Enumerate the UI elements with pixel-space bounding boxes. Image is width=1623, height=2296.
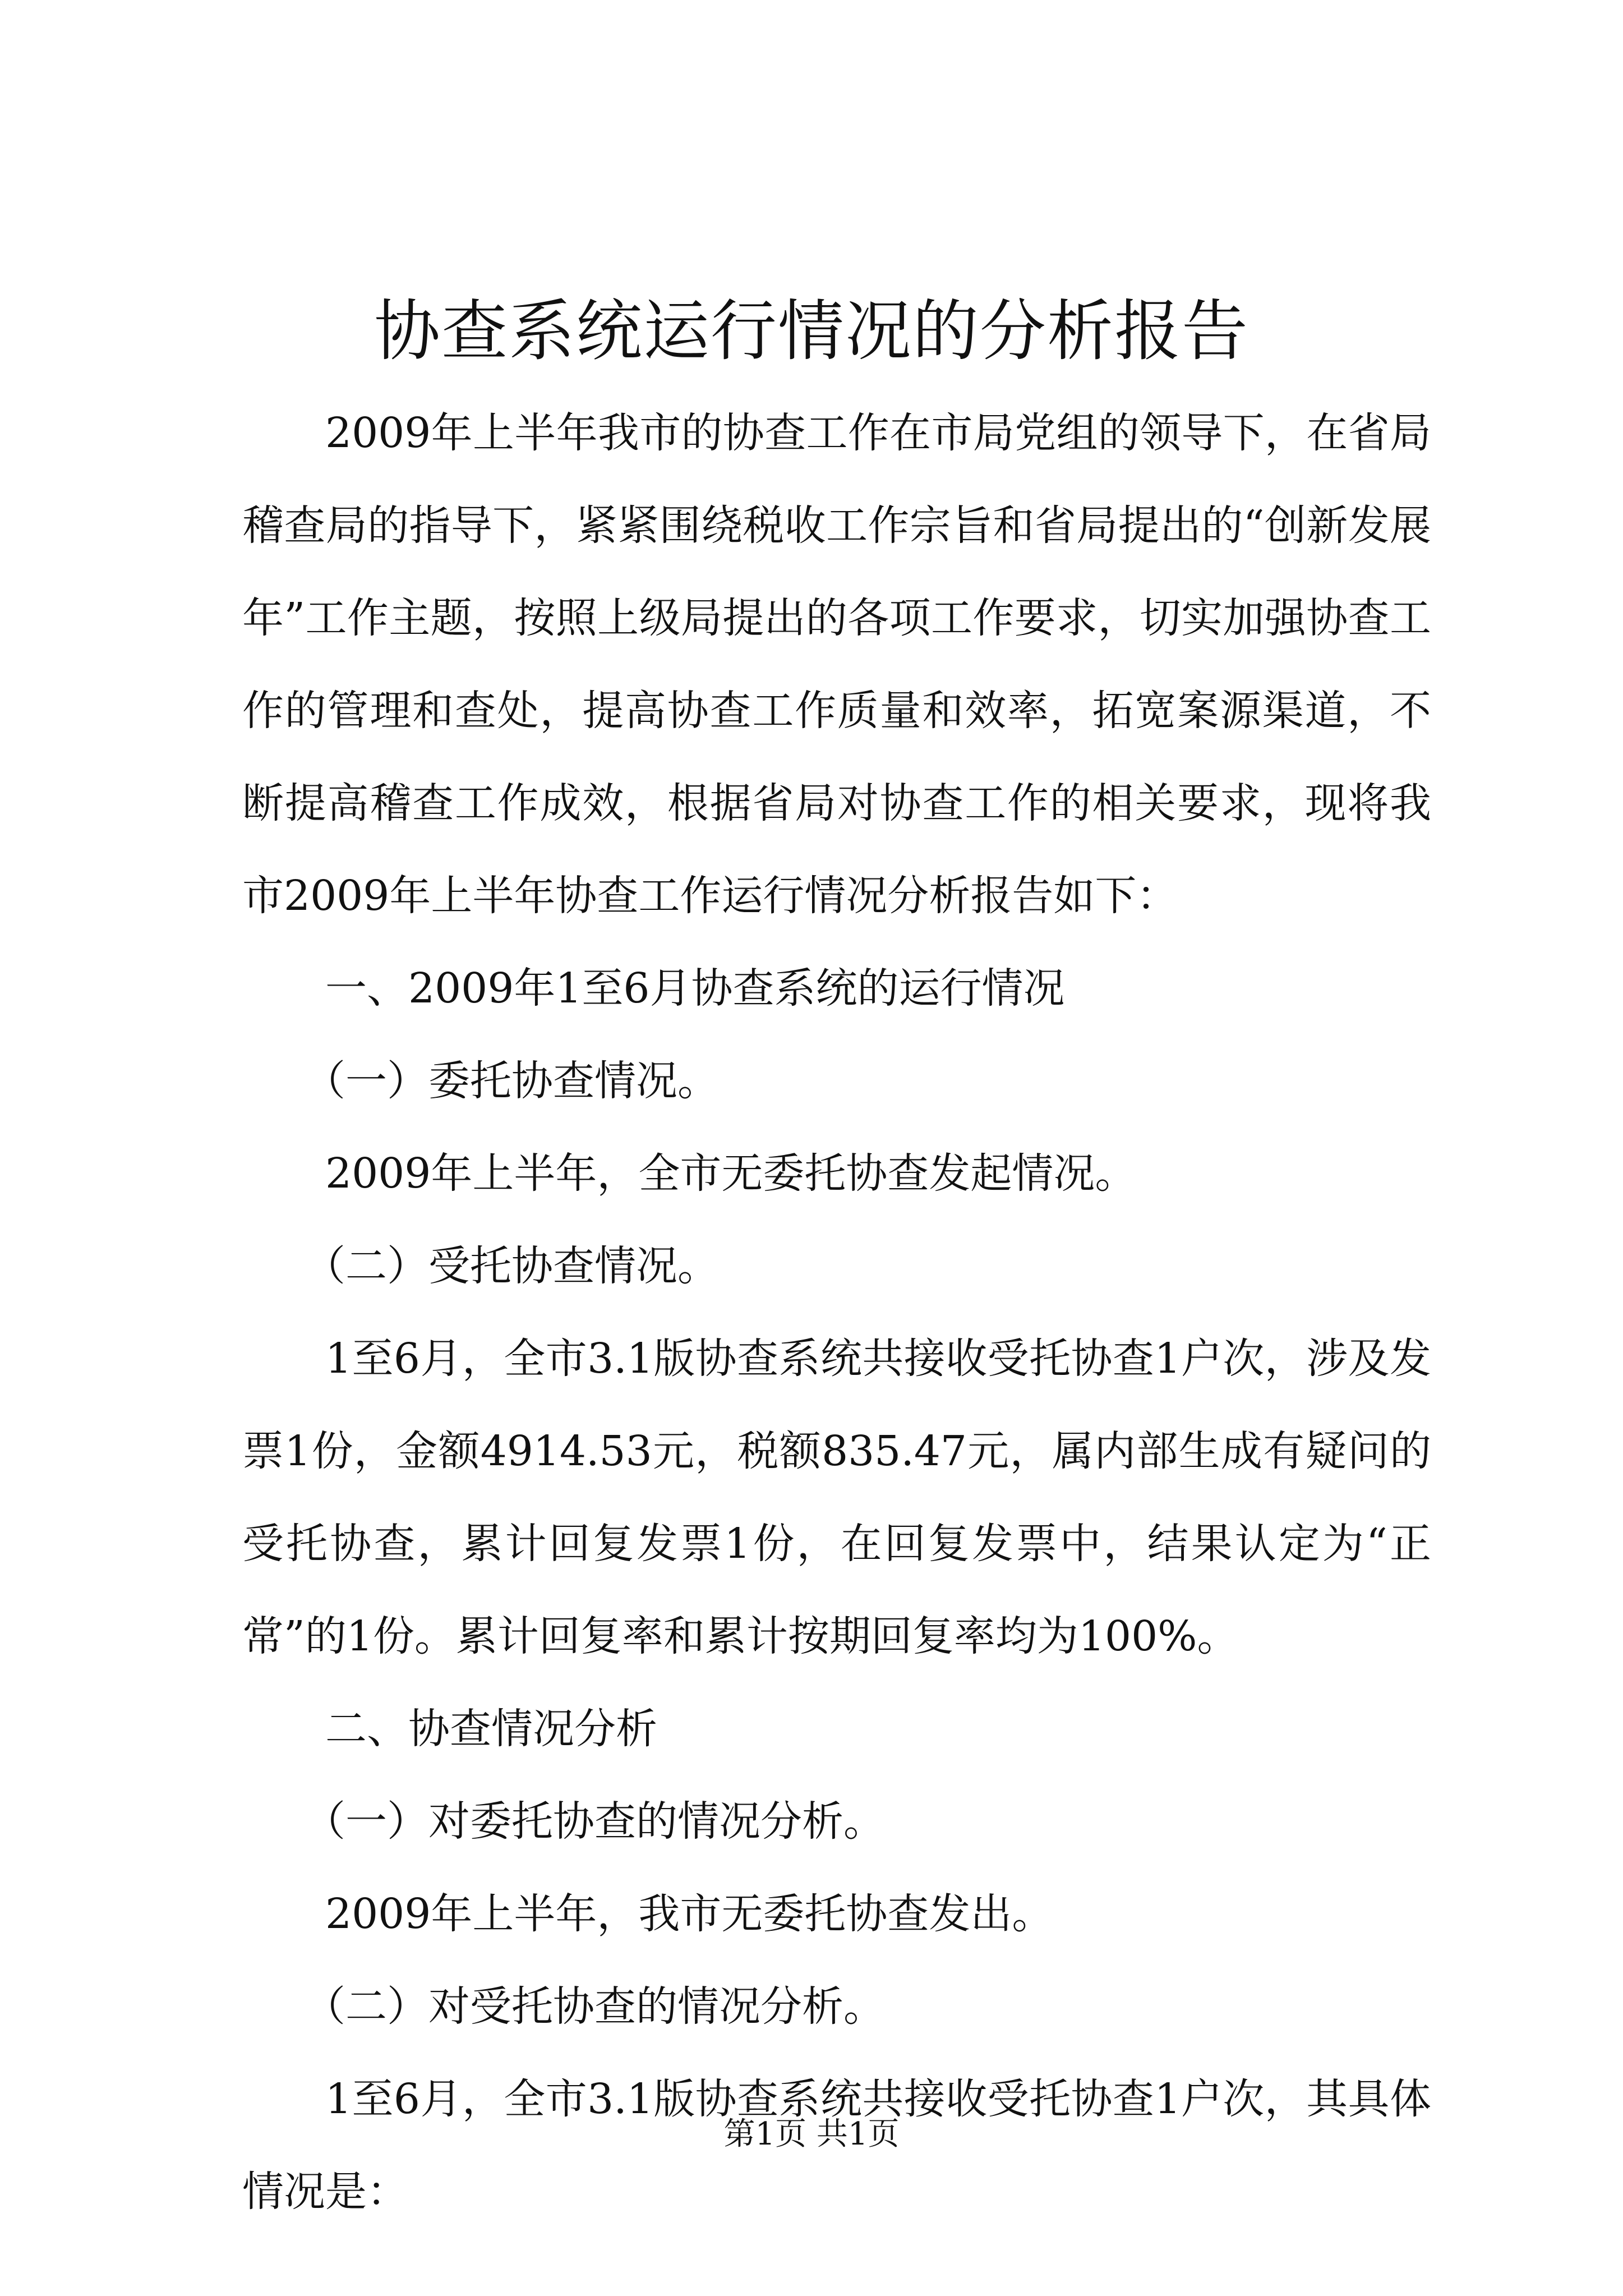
paragraph-2-2: 1至6月，全市3.1版协查系统共接收受托协查1户次，其具体情况是： bbox=[242, 2075, 1431, 2216]
paragraph-1-1: 2009年上半年，全市无委托协查发起情况。 bbox=[325, 1149, 1137, 1198]
paragraph-2-1: 2009年上半年，我市无委托协查发出。 bbox=[325, 1890, 1054, 1938]
intro-paragraph: 2009年上半年我市的协查工作在市局党组的领导下，在省局稽查局的指导下，紧紧围绕税收工作宗旨和省局提出的“创新发展年”工作主题，按照上级局提出的各项工作要求，切实加强协查工作的管理和查处，提高协查工作质量和效率，拓宽案源渠道，不断提高稽查工作成效，根据省局对协查工作的相关要求，现将我市2009年上半年协查工作运行情况分析报告如下： bbox=[242, 409, 1431, 920]
paragraph-1-2: 1至6月，全市3.1版协查系统共接收受托协查1户次，涉及发票1份，金额4914.53元，税额835.47元，属内部生成有疑问的受托协查，累计回复发票1份，在回复发票中，结果认定为“正常”的1份。累计回复率和累计按期回复率均为100%。 bbox=[242, 1335, 1431, 1660]
section-heading-1: 一、2009年1至6月协查系统的运行情况 bbox=[325, 964, 1065, 1013]
subsection-heading-1-1: （一）委托协查情况。 bbox=[304, 1057, 719, 1105]
subsection-heading-2-1: （一）对委托协查的情况分析。 bbox=[304, 1797, 885, 1846]
document-title: 协查系统运行情况的分析报告 bbox=[374, 292, 1249, 370]
section-heading-2: 二、协查情况分析 bbox=[325, 1705, 657, 1753]
page-number-footer: 第1页 共1页 bbox=[723, 2116, 900, 2152]
subsection-heading-2-2: （二）对受托协查的情况分析。 bbox=[304, 1982, 885, 2031]
subsection-heading-1-2: （二）受托协查情况。 bbox=[304, 1242, 719, 1290]
document-body bbox=[242, 387, 1431, 2238]
